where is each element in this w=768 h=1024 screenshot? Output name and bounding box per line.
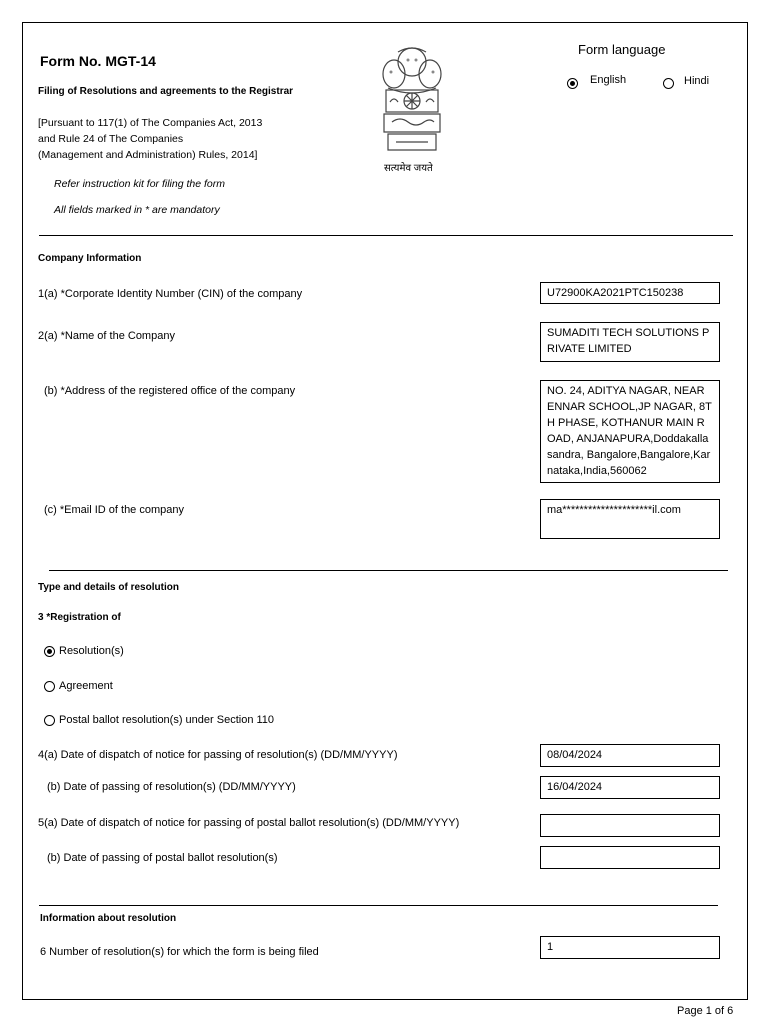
resolutions-radio[interactable] bbox=[44, 646, 55, 657]
postal-ballot-radio[interactable] bbox=[44, 715, 55, 726]
agreement-radio[interactable] bbox=[44, 681, 55, 692]
address-field[interactable]: NO. 24, ADITYA NAGAR, NEAR ENNAR SCHOOL,JP NAGAR, 8TH PHASE, KOTHANUR MAIN ROAD, ANJANAPURA,Doddakallasandra, Bangalore,Bangalore,Karnataka,India,560062 bbox=[540, 380, 720, 483]
postal-passing-date-field[interactable] bbox=[540, 846, 720, 869]
instruction-kit-note: Refer instruction kit for filing the form bbox=[54, 178, 225, 190]
postal-dispatch-date-label: 5(a) Date of dispatch of notice for passing of postal ballot resolution(s) (DD/MM/YYYY) bbox=[38, 817, 460, 829]
dispatch-date-label: 4(a) Date of dispatch of notice for passing of resolution(s) (DD/MM/YYYY) bbox=[38, 749, 398, 761]
language-english-radio[interactable] bbox=[567, 78, 578, 89]
language-hindi-label: Hindi bbox=[684, 75, 710, 87]
resolution-divider bbox=[39, 905, 718, 906]
company-divider bbox=[49, 570, 728, 571]
pursuant-line-3: (Management and Administration) Rules, 2014] bbox=[38, 149, 258, 161]
pursuant-line-1: [Pursuant to 117(1) of The Companies Act, 2013 bbox=[38, 117, 263, 129]
national-emblem-icon bbox=[374, 42, 450, 176]
mandatory-note: All fields marked in * are mandatory bbox=[54, 204, 220, 216]
form-subtitle: Filing of Resolutions and agreements to the Registrar bbox=[38, 86, 294, 97]
dispatch-date-field[interactable]: 08/04/2024 bbox=[540, 744, 720, 767]
postal-ballot-radio-label: Postal ballot resolution(s) under Section 110 bbox=[59, 714, 275, 726]
passing-date-field[interactable]: 16/04/2024 bbox=[540, 776, 720, 799]
agreement-radio-label: Agreement bbox=[59, 680, 113, 692]
registration-of-label: 3 *Registration of bbox=[38, 612, 121, 623]
passing-date-label: (b) Date of passing of resolution(s) (DD/MM/YYYY) bbox=[47, 781, 296, 793]
cin-label: 1(a) *Corporate Identity Number (CIN) of the company bbox=[38, 288, 303, 300]
emblem-motto: सत्यमेव जयते bbox=[384, 163, 433, 174]
resolution-count-label: 6 Number of resolution(s) for which the form is being filed bbox=[40, 946, 319, 958]
company-name-label: 2(a) *Name of the Company bbox=[38, 330, 175, 342]
postal-dispatch-date-field[interactable] bbox=[540, 814, 720, 837]
postal-passing-date-label: (b) Date of passing of postal ballot resolution(s) bbox=[47, 852, 278, 864]
resolution-type-heading: Type and details of resolution bbox=[38, 582, 179, 593]
header-divider bbox=[39, 235, 733, 236]
page-indicator: Page 1 of 6 bbox=[677, 1005, 734, 1017]
email-field[interactable]: ma*********************il.com bbox=[540, 499, 720, 539]
company-info-heading: Company Information bbox=[38, 253, 142, 264]
form-language-label: Form language bbox=[578, 42, 666, 57]
language-hindi-radio[interactable] bbox=[663, 78, 674, 89]
address-label: (b) *Address of the registered office of the company bbox=[44, 385, 296, 397]
resolutions-radio-label: Resolution(s) bbox=[59, 645, 124, 657]
company-name-field[interactable]: SUMADITI TECH SOLUTIONS PRIVATE LIMITED bbox=[540, 322, 720, 362]
resolution-info-heading: Information about resolution bbox=[40, 913, 177, 924]
pursuant-line-2: and Rule 24 of The Companies bbox=[38, 133, 184, 145]
form-number: Form No. MGT-14 bbox=[40, 53, 156, 69]
email-label: (c) *Email ID of the company bbox=[44, 504, 184, 516]
language-english-label: English bbox=[590, 74, 627, 86]
cin-field[interactable]: U72900KA2021PTC150238 bbox=[540, 282, 720, 304]
resolution-count-field[interactable]: 1 bbox=[540, 936, 720, 959]
